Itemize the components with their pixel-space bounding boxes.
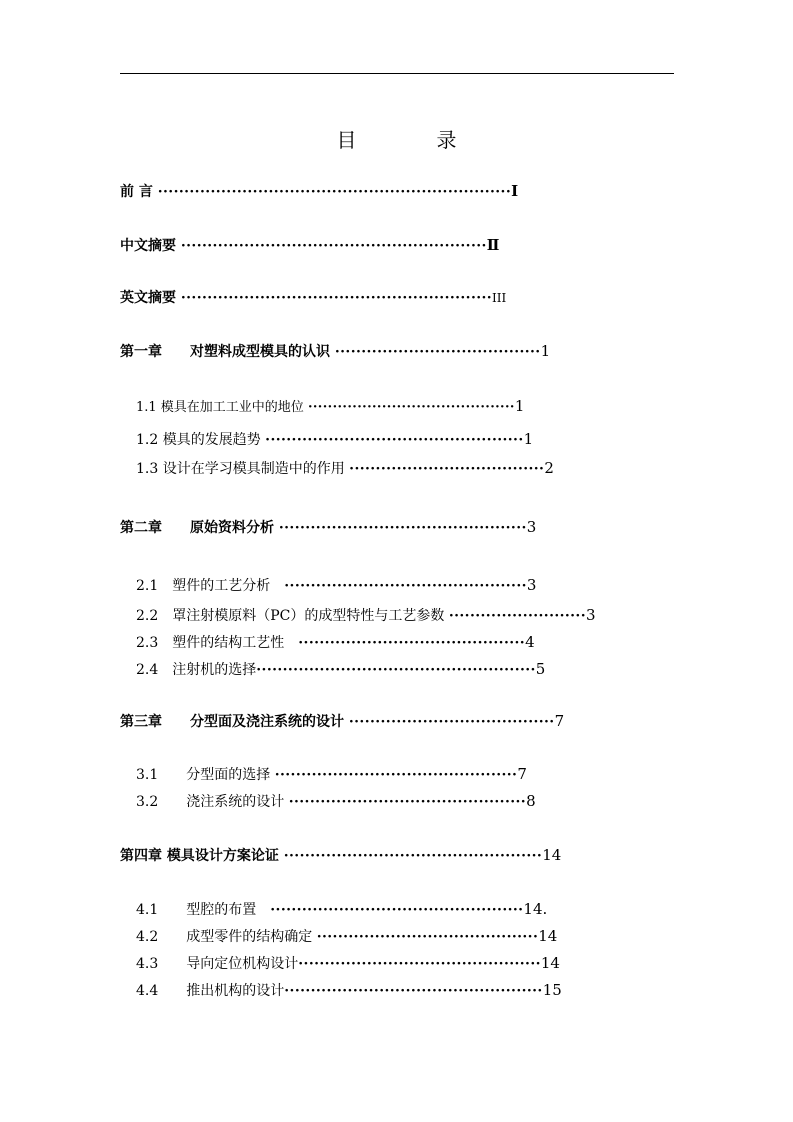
toc-label: 3.2 浇注系统的设计 <box>136 794 289 810</box>
toc-page: III <box>492 291 507 305</box>
toc-entry <box>136 575 536 596</box>
toc-label: 1.3 设计在学习模具制造中的作用 <box>136 461 350 477</box>
toc-entry <box>136 899 547 920</box>
toc-page: 14 <box>538 927 558 945</box>
toc-label: 4.2 成型零件的结构确定 <box>136 929 317 945</box>
toc-page: 7 <box>554 712 565 730</box>
toc-page: 1 <box>523 430 534 448</box>
toc-label: 4.1 型腔的布置 <box>136 902 271 918</box>
toc-label: 4.4 推出机构的设计 <box>136 983 285 999</box>
toc-leader: ················································· <box>283 848 543 864</box>
toc-leader: ·························· <box>448 608 586 624</box>
toc-leader: ··············································· <box>278 520 527 536</box>
toc-page: 15 <box>542 981 562 999</box>
toc-leader: ················································· <box>284 983 543 999</box>
toc-leader: ················································· <box>265 432 524 448</box>
toc-label: 第二章 原始资料分析 <box>120 520 279 536</box>
toc-entry <box>136 632 535 653</box>
toc-leader: ··························································· <box>180 290 493 306</box>
toc-leader: ······································· <box>348 714 555 730</box>
toc-page: 1 <box>540 342 551 360</box>
toc-leader: ·············································· <box>274 767 518 783</box>
toc-page: 5 <box>535 660 546 678</box>
toc-page: 14 <box>542 846 562 864</box>
toc-label: 中文摘要 <box>120 238 181 254</box>
toc-label: 第四章 模具设计方案论证 <box>120 848 284 864</box>
page-title: 目 录 <box>336 128 487 152</box>
toc-label: 2.2 罩注射模原料（PC）的成型特性与工艺参数 <box>136 608 449 624</box>
toc-label: 前 言 <box>120 184 158 200</box>
toc-page: 3 <box>526 576 537 594</box>
header-rule <box>120 73 674 74</box>
toc-label: 2.4 注射机的选择 <box>136 662 257 678</box>
toc-label: 2.1 塑件的工艺分析 <box>136 578 285 594</box>
toc-entry <box>136 659 545 680</box>
toc-leader: ··································································· <box>157 184 512 200</box>
toc-entry <box>120 517 536 538</box>
toc-leader: ·············································· <box>284 578 527 594</box>
toc-leader: ·············································· <box>298 956 541 972</box>
toc-entry <box>120 845 561 866</box>
toc-page: 14. <box>523 900 548 918</box>
toc-label: 1.1 模具在加工工业中的地位 <box>136 400 308 415</box>
toc-label: 第一章 对塑料成型模具的认识 <box>120 344 335 360</box>
toc-page: Ⅰ <box>511 182 519 200</box>
toc-leader: ················································ <box>270 902 524 918</box>
toc-leader: ············································· <box>288 794 527 810</box>
toc-label: 4.3 导向定位机构设计 <box>136 956 299 972</box>
toc-leader: ··········································· <box>298 635 526 651</box>
toc-entry <box>136 605 596 626</box>
toc-label: 第三章 分型面及浇注系统的设计 <box>120 714 349 730</box>
toc-entry <box>136 396 524 418</box>
toc-label: 3.1 分型面的选择 <box>136 767 275 783</box>
toc-label: 2.3 塑件的结构工艺性 <box>136 635 299 651</box>
toc-entry <box>120 235 499 256</box>
toc-page: Ⅱ <box>486 236 500 254</box>
toc-entry <box>136 926 557 947</box>
toc-entry <box>136 764 527 785</box>
toc-leader: ····················································· <box>256 662 536 678</box>
toc-page: 3 <box>585 606 596 624</box>
toc-leader: ······································· <box>334 344 541 360</box>
toc-page: 7 <box>517 765 527 783</box>
toc-entry <box>120 181 518 202</box>
toc-entry <box>136 953 560 974</box>
toc-page: 2 <box>544 459 554 477</box>
toc-entry <box>136 980 562 1001</box>
toc-leader: ····································· <box>349 461 545 477</box>
toc-entry <box>136 458 554 479</box>
toc-leader: ·························································· <box>180 238 487 254</box>
toc-page: 4 <box>525 633 535 651</box>
toc-label: 英文摘要 <box>120 290 181 306</box>
toc-entry <box>136 429 533 450</box>
toc-entry <box>136 791 536 812</box>
toc-page: 1 <box>514 397 525 415</box>
toc-entry <box>120 288 506 308</box>
toc-page: 8 <box>526 792 536 810</box>
toc-leader: ·········································· <box>316 929 539 945</box>
toc-page: 14 <box>540 954 560 972</box>
toc-label: 1.2 模具的发展趋势 <box>136 432 266 448</box>
toc-page: 3 <box>526 518 537 536</box>
toc-entry <box>120 711 564 732</box>
toc-leader: ·········································· <box>307 400 515 415</box>
toc-entry <box>120 341 550 362</box>
